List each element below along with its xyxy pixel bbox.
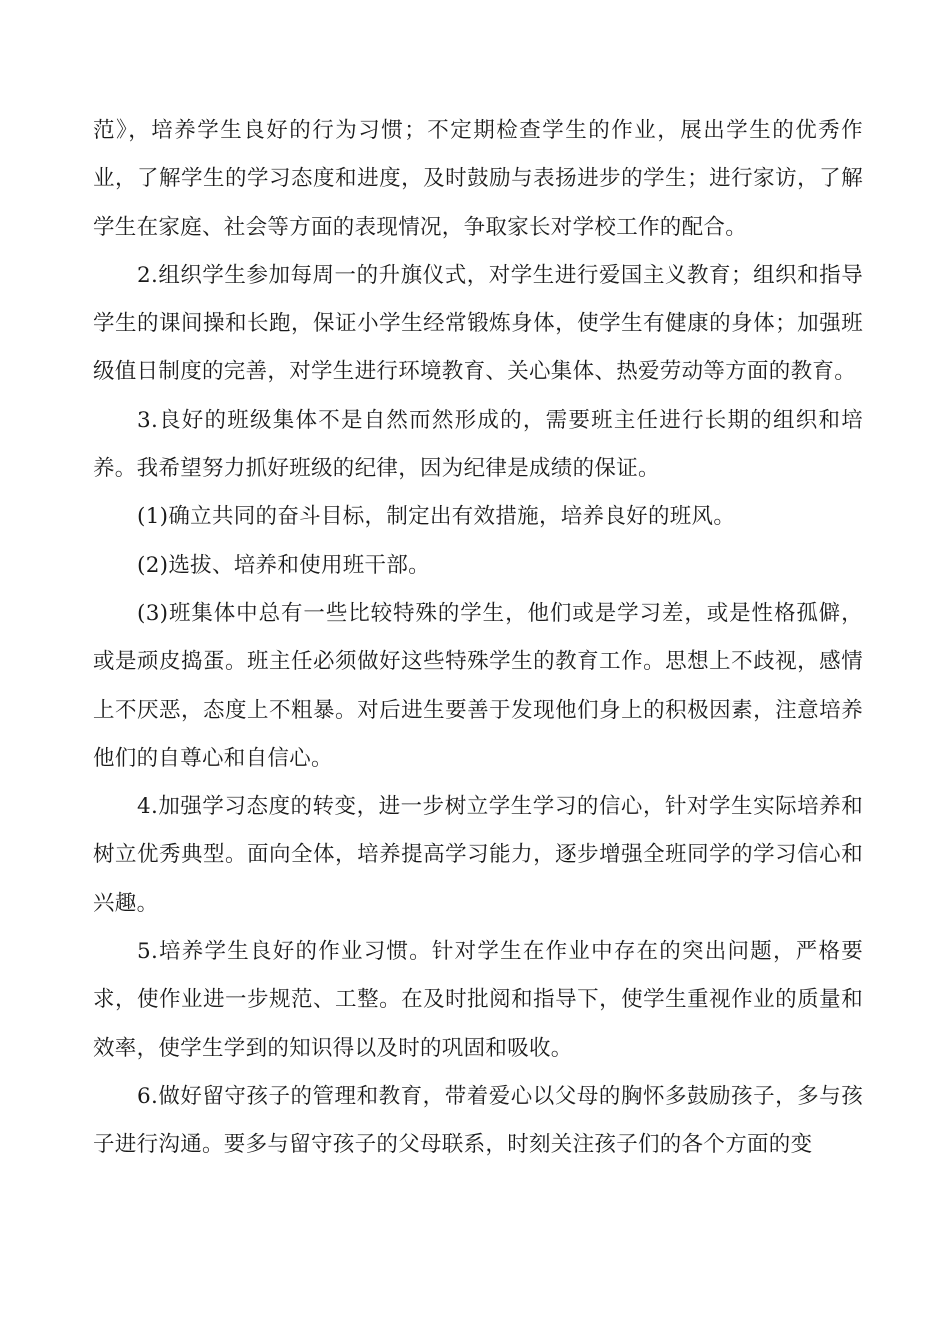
paragraph-item-4: 4.加强学习态度的转变，进一步树立学生学习的信心，针对学生实际培养和树立优秀典型。面向全体，培养提高学习能力，逐步增强全班同学的学习信心和兴趣。 [93,794,863,916]
paragraph-subitem-3: (3)班集体中总有一些比较特殊的学生，他们或是学习差，或是性格孤僻，或是顽皮捣蛋。班主任必须做好这些特殊学生的教育工作。思想上不歧视，感情上不厌恶，态度上不粗暴。对后进生要善于发现他们身上的积极因素，注意培养他们的自尊心和自信心。 [93,600,863,771]
paragraph-item-3: 3.良好的班级集体不是自然而然形成的，需要班主任进行长期的组织和培养。我希望努力抓好班级的纪律，因为纪律是成绩的保证。 [93,407,863,482]
paragraph-subitem-2: (2)选拔、培养和使用班干部。 [137,552,430,578]
paragraph-item-6: 6.做好留守孩子的管理和教育，带着爱心以父母的胸怀多鼓励孩子，多与孩子进行沟通。要多与留守孩子的父母联系，时刻关注孩子们的各个方面的变 [93,1083,863,1158]
paragraph-subitem-1: (1)确立共同的奋斗目标，制定出有效措施，培养良好的班风。 [137,504,736,530]
paragraph-item-5: 5.培养学生良好的作业习惯。针对学生在作业中存在的突出问题，严格要求，使作业进一步规范、工整。在及时批阅和指导下，使学生重视作业的质量和效率，使学生学到的知识得以及时的巩固和吸收。 [93,939,863,1061]
document-body [93,107,863,1170]
paragraph-item-2: 2.组织学生参加每周一的升旗仪式，对学生进行爱国主义教育；组织和指导学生的课间操和长跑，保证小学生经常锻炼身体，使学生有健康的身体；加强班级值日制度的完善，对学生进行环境教育、关心集体、热爱劳动等方面的教育。 [93,262,863,385]
paragraph-continuation: 范》，培养学生良好的行为习惯；不定期检查学生的作业，展出学生的优秀作业，了解学生的学习态度和进度，及时鼓励与表扬进步的学生；进行家访，了解学生在家庭、社会等方面的表现情况，争取家长对学校工作的配合。 [93,118,863,240]
